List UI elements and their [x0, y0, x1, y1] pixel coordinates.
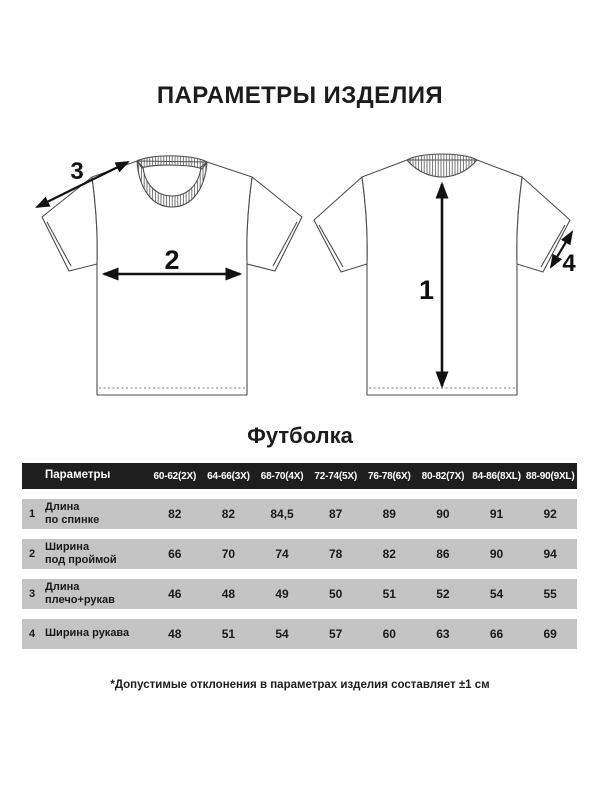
header-cell-parameters: Параметры	[45, 469, 111, 482]
value-cell: 57	[329, 627, 343, 641]
value-cell: 87	[329, 507, 343, 521]
value-cell: 54	[489, 587, 504, 601]
size-table	[22, 463, 577, 649]
front-view-drawing	[42, 156, 302, 395]
value-cell: 51	[382, 587, 396, 601]
value-cell: 63	[436, 627, 450, 641]
row-label-line: под проймой	[45, 554, 117, 566]
table-row	[22, 539, 577, 569]
size-diagram	[0, 140, 600, 412]
row-number: 2	[28, 548, 36, 560]
value-cell: 48	[221, 587, 236, 601]
label-shoulder-sleeve: 3	[70, 158, 84, 185]
header-cell-size: 72-74(5X)	[314, 470, 358, 482]
row-label-line: Длина	[45, 500, 80, 513]
value-cell: 60	[382, 627, 396, 641]
header-cell-size: 64-66(3X)	[207, 470, 250, 482]
header-cell-size: 84-86(8XL)	[472, 470, 521, 482]
tshirt-technical-drawing	[0, 140, 600, 412]
value-cell: 55	[543, 587, 557, 601]
header-cell-size: 80-82(7X)	[421, 470, 465, 482]
value-cell: 82	[221, 507, 236, 521]
value-cell: 50	[329, 587, 343, 601]
value-cell: 82	[168, 507, 182, 521]
header-cell-size: 68-70(4X)	[260, 470, 304, 482]
header-cell-size: 60-62(2X)	[153, 470, 197, 482]
label-chest-width: 2	[164, 245, 180, 275]
value-cell: 92	[543, 507, 557, 521]
row-number: 1	[28, 508, 36, 520]
label-sleeve-width: 4	[562, 250, 576, 277]
value-cell: 78	[329, 547, 343, 561]
value-cell: 46	[168, 587, 182, 601]
value-cell: 91	[489, 507, 504, 521]
row-label-line: Длина	[45, 580, 80, 593]
label-back-length: 1	[418, 275, 434, 305]
value-cell: 90	[436, 507, 450, 521]
value-cell: 51	[221, 627, 236, 641]
row-label-line: Ширина	[45, 540, 90, 553]
product-name: Футболка	[247, 423, 353, 448]
value-cell: 74	[275, 547, 289, 561]
row-label-line: плечо+рукав	[45, 594, 115, 606]
row-number: 4	[28, 628, 36, 640]
row-label	[42, 501, 148, 527]
row-label-line: по спинке	[45, 514, 100, 526]
row-label	[42, 541, 148, 567]
header-cell-size: 76-78(6X)	[367, 470, 411, 482]
value-cell: 89	[382, 507, 396, 521]
table-row	[22, 619, 577, 649]
value-cell: 94	[543, 547, 557, 561]
header-cell-size: 88-90(9XL)	[525, 470, 575, 482]
row-number: 3	[28, 588, 36, 600]
value-cell: 86	[436, 547, 450, 561]
tolerance-footnote: *Допустимые отклонения в параметрах изделия составляет ±1 см	[110, 679, 490, 691]
value-cell: 82	[382, 547, 396, 561]
row-label-line: Ширина рукава	[45, 627, 130, 640]
table-row	[22, 499, 577, 529]
back-left-sleeve	[314, 177, 367, 272]
row-label	[42, 627, 148, 640]
table-header-row	[22, 463, 577, 489]
value-cell: 84,5	[270, 507, 294, 521]
value-cell: 52	[436, 587, 450, 601]
page-title: ПАРАМЕТРЫ ИЗДЕЛИЯ	[156, 82, 444, 109]
table-row	[22, 579, 577, 609]
value-cell: 69	[543, 627, 557, 641]
row-label	[42, 581, 148, 607]
value-cell: 66	[489, 627, 504, 641]
value-cell: 90	[489, 547, 504, 561]
value-cell: 49	[275, 587, 289, 601]
value-cell: 54	[275, 627, 289, 641]
value-cell: 70	[221, 547, 236, 561]
front-right-sleeve	[247, 177, 302, 271]
value-cell: 66	[168, 547, 182, 561]
value-cell: 48	[168, 627, 182, 641]
